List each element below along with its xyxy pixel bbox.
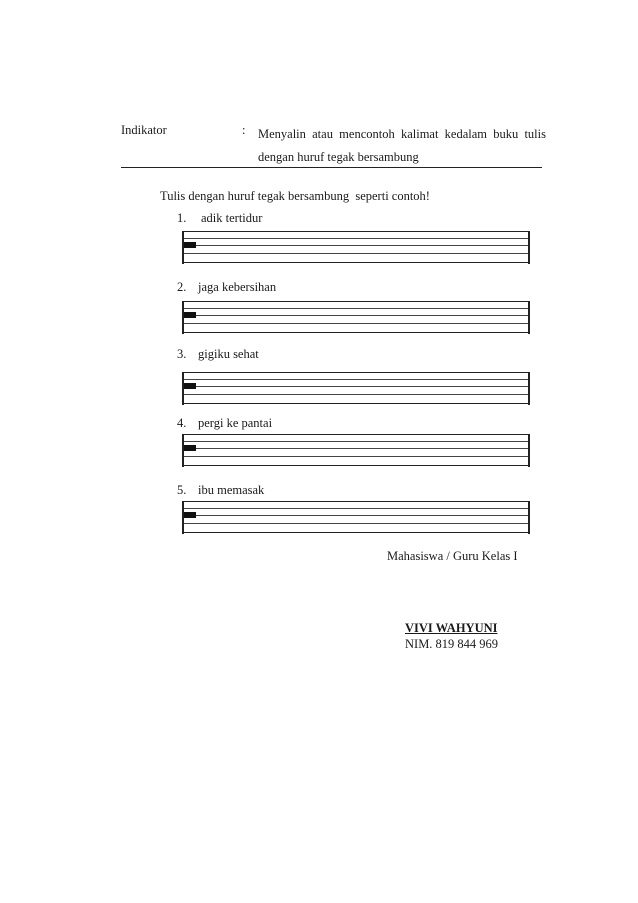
- writing-line: [184, 456, 528, 457]
- item-text: adik tertidur: [201, 211, 263, 225]
- item-number: 2.: [177, 280, 187, 294]
- writing-lines-2[interactable]: [182, 301, 530, 334]
- writing-line: [184, 532, 528, 533]
- exercise-item-1: [177, 211, 262, 226]
- signature-role: Mahasiswa / Guru Kelas I: [387, 549, 518, 563]
- item-number: 1.: [177, 211, 187, 225]
- writing-lines-1[interactable]: [182, 231, 530, 264]
- writing-line: [184, 231, 528, 232]
- writing-line: [184, 245, 528, 246]
- writing-line: [184, 262, 528, 263]
- writing-lines-4[interactable]: [182, 434, 530, 467]
- exercise-item-5: [177, 483, 264, 498]
- writing-line: [184, 332, 528, 333]
- item-number: 3.: [177, 347, 187, 361]
- writing-line: [184, 515, 528, 516]
- writing-line: [184, 379, 528, 380]
- instruction-text: Tulis dengan huruf tegak bersambung seperti contoh!: [160, 189, 430, 203]
- writing-line: [184, 301, 528, 302]
- indikator-label: Indikator: [121, 123, 167, 137]
- writing-line: [184, 386, 528, 387]
- signature-name: VIVI WAHYUNI: [405, 621, 498, 635]
- writing-line: [184, 441, 528, 442]
- line-start-marker: [184, 242, 196, 248]
- exercise-item-4: [177, 416, 272, 431]
- writing-line: [184, 465, 528, 466]
- writing-line: [184, 238, 528, 239]
- writing-lines-3[interactable]: [182, 372, 530, 405]
- writing-line: [184, 253, 528, 254]
- line-start-marker: [184, 445, 196, 451]
- item-text: jaga kebersihan: [198, 280, 277, 294]
- indikator-text: Menyalin atau mencontoh kalimat kedalam buku tulis dengan huruf tegak bersambung: [258, 127, 546, 164]
- exercise-item-2: [177, 280, 276, 295]
- header-divider: [121, 167, 542, 168]
- line-start-marker: [184, 383, 196, 389]
- writing-line: [184, 315, 528, 316]
- line-start-marker: [184, 312, 196, 318]
- writing-line: [184, 372, 528, 373]
- indikator-colon: :: [242, 123, 246, 137]
- writing-lines-5[interactable]: [182, 501, 530, 534]
- writing-line: [184, 523, 528, 524]
- item-text: pergi ke pantai: [198, 416, 273, 430]
- item-text: gigiku sehat: [198, 347, 259, 361]
- writing-line: [184, 394, 528, 395]
- item-number: 4.: [177, 416, 187, 430]
- line-start-marker: [184, 512, 196, 518]
- writing-line: [184, 448, 528, 449]
- writing-line: [184, 434, 528, 435]
- writing-line: [184, 501, 528, 502]
- item-text: ibu memasak: [198, 483, 265, 497]
- writing-line: [184, 403, 528, 404]
- exercise-item-3: [177, 347, 259, 362]
- writing-line: [184, 323, 528, 324]
- writing-line: [184, 308, 528, 309]
- item-number: 5.: [177, 483, 187, 497]
- writing-line: [184, 508, 528, 509]
- signature-nim: NIM. 819 844 969: [405, 637, 499, 651]
